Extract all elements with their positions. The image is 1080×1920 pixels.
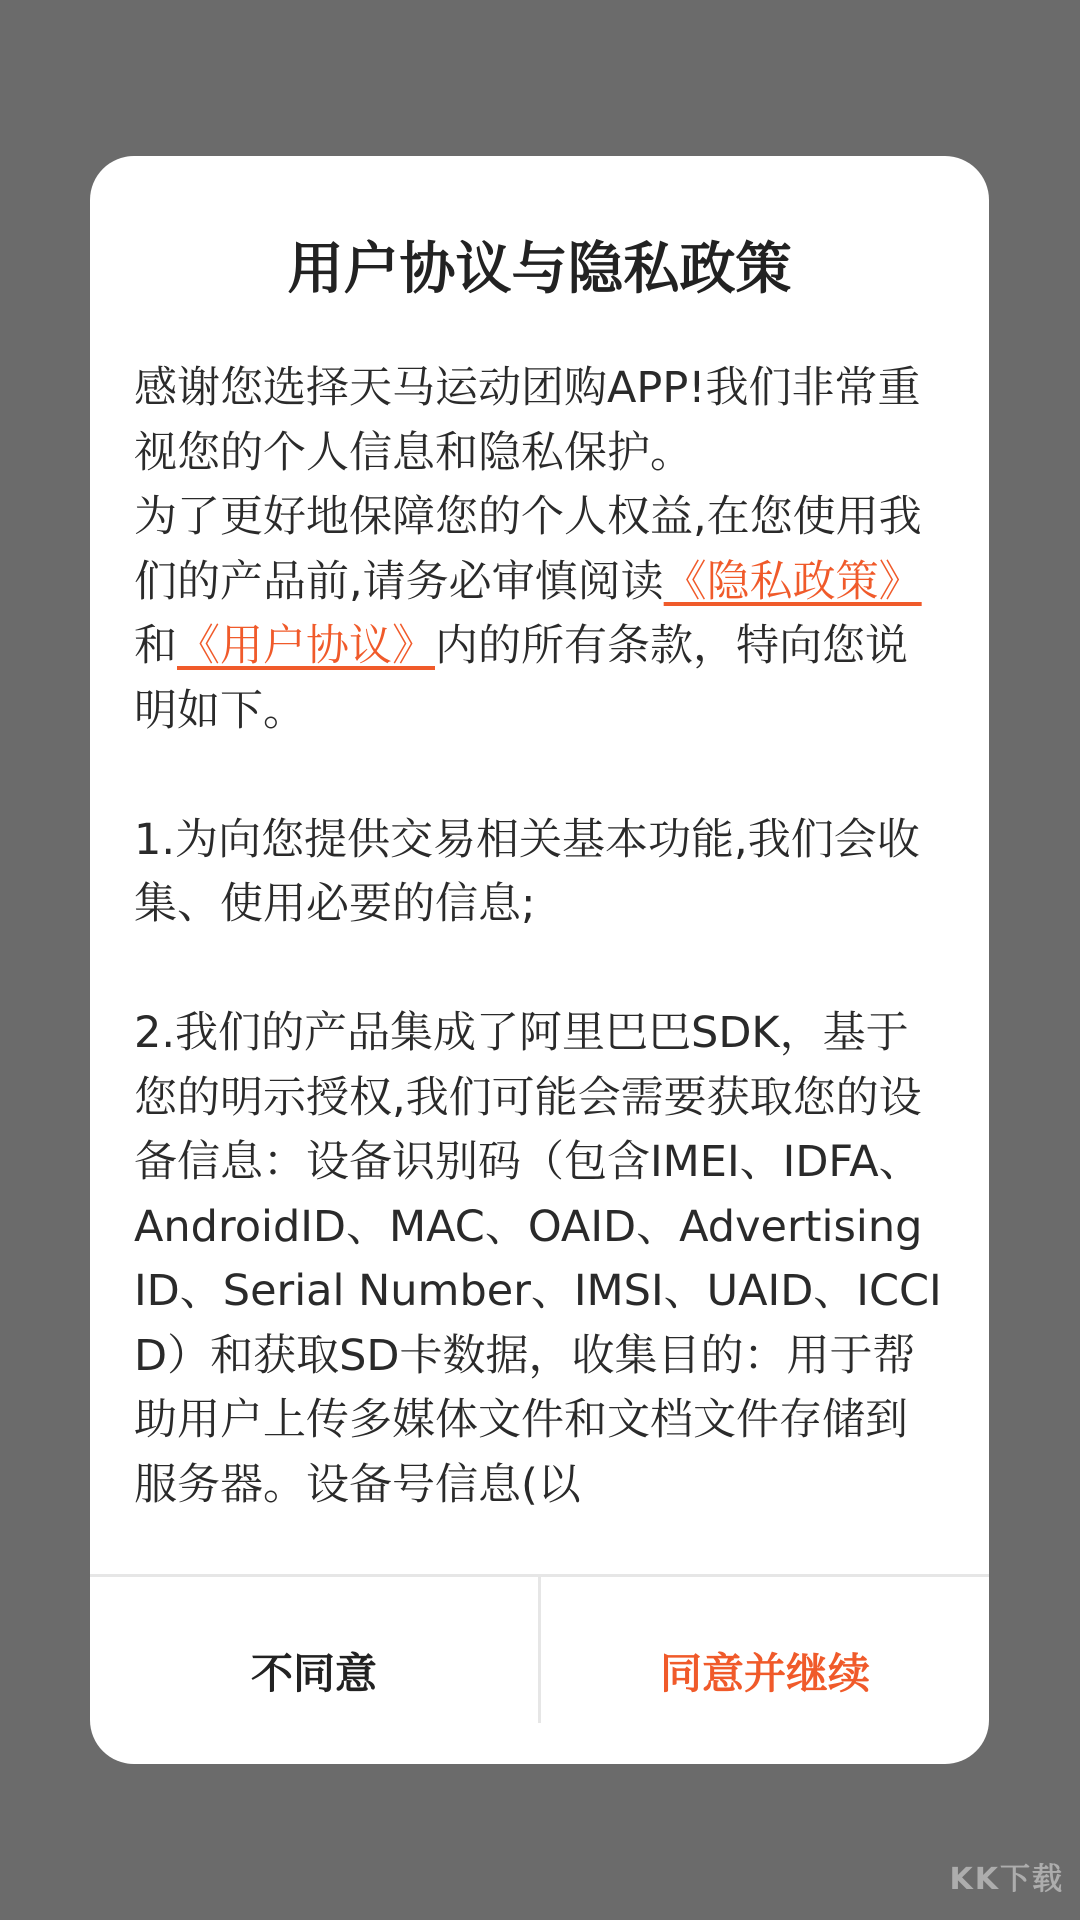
reading-suffix: 内的所有条款，特向您说明如下。 [134, 621, 908, 736]
reading-prefix: 为了更好地保障您的个人权益,在您使用我们的产品前,请务必审慎阅读 [134, 492, 922, 607]
reading-paragraph [134, 485, 946, 743]
item-2-paragraph: 2.我们的产品集成了阿里巴巴SDK，基于您的明示授权,我们可能会需要获取您的设备信息：设备识别码（包含IMEI、IDFA、AndroidID、MAC、OAID、Advertising ID、Serial Number、IMSI、UAID、ICCID）和获取SD卡数据，收集目的：用于帮助用户上传多媒体文件和文档文件存储到服务器。设备号信息(以 [134, 1008, 942, 1510]
intro-paragraph: 感谢您选择天马运动团购APP!我们非常重视您的个人信息和隐私保护。 [134, 363, 921, 478]
privacy-dialog [90, 156, 989, 1764]
privacy-policy-link[interactable]: 《隐私政策》 [663, 556, 922, 607]
paragraph-gap [134, 743, 946, 808]
and-text: 和 [134, 621, 177, 671]
disagree-button[interactable]: 不同意 [250, 1648, 377, 1698]
watermark-logo: KK下载 [949, 1862, 1064, 1897]
user-agreement-link[interactable]: 《用户协议》 [177, 621, 435, 671]
item-1-paragraph: 1.为向您提供交易相关基本功能,我们会收集、使用必要的信息; [134, 814, 920, 929]
dialog-title: 用户协议与隐私政策 [287, 237, 792, 302]
agree-continue-button[interactable]: 同意并继续 [659, 1648, 870, 1698]
dialog-content-scroll[interactable] [134, 356, 946, 1668]
paragraph-gap [134, 937, 946, 1002]
